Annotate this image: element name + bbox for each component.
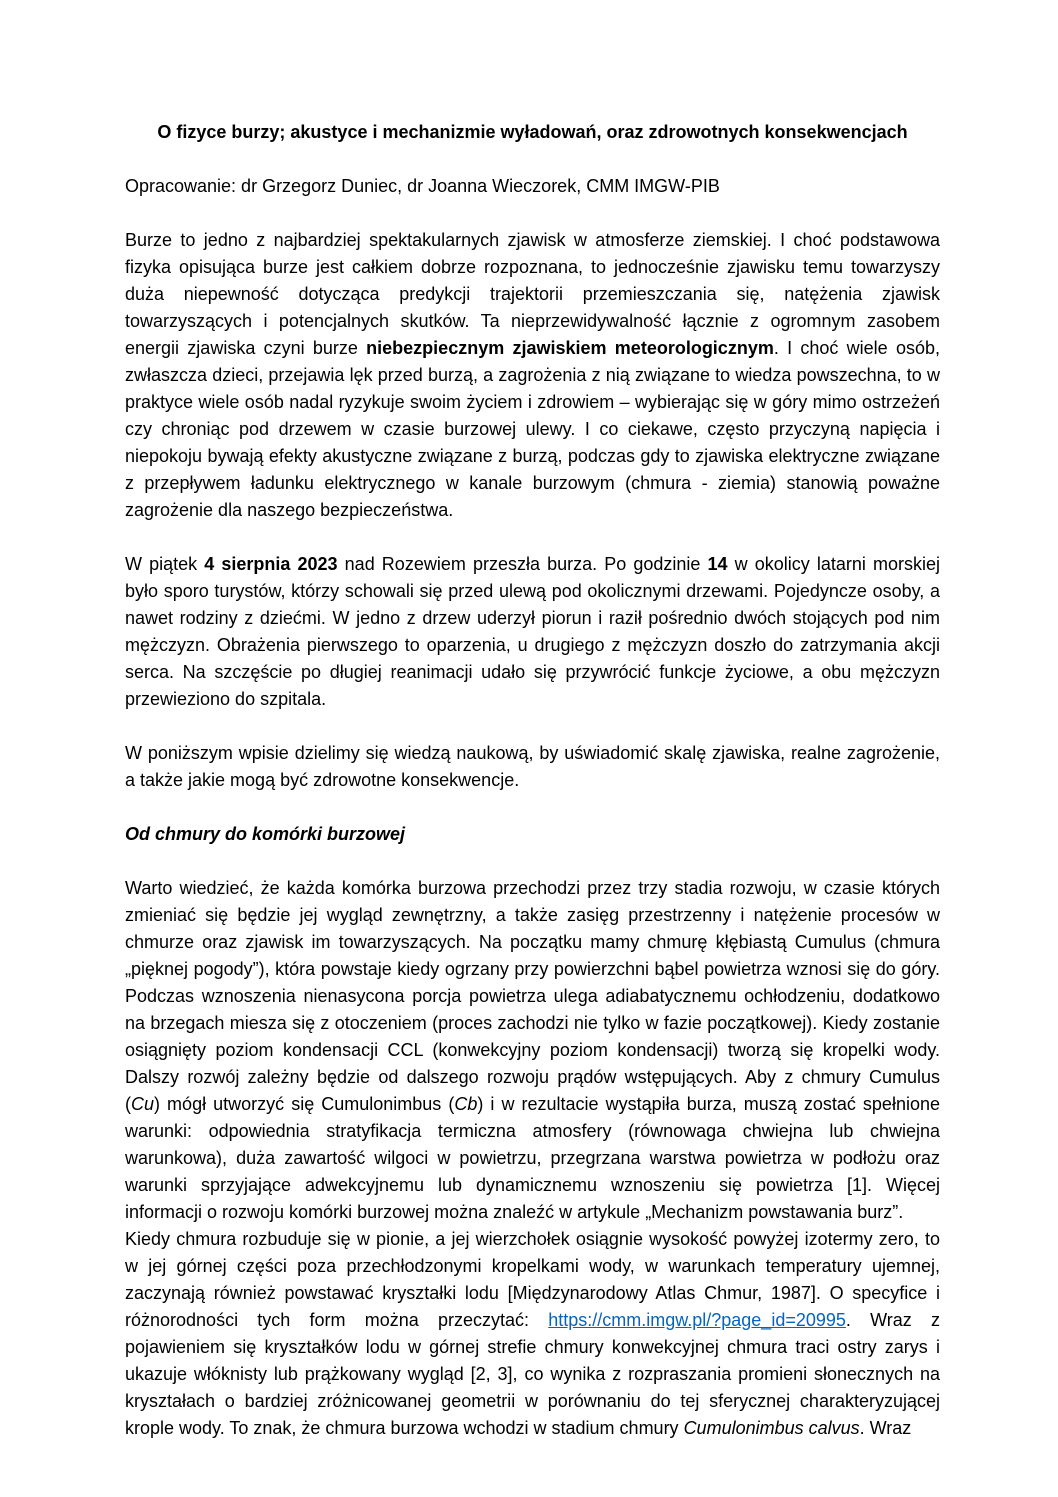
italic-cumulonimbus-calvus: Cumulonimbus calvus — [683, 1418, 860, 1438]
paragraph-storm-cell-development — [125, 875, 940, 1226]
text-run: Burze to jedno z najbardziej spektakularnych zjawisk w atmosferze ziemskiej. I choć podstawowa fizyka opisująca burze jest całkiem dobrze rozpoznana, to jednocześnie zjawisku temu towarzyszy duża niepewność dotycząca predykcji trajektorii przemieszczania się, natężenia zjawisk towarzyszących i potencjalnych skutków. Ta nieprzewidywalność łącznie z ogromnym zasobem energii zjawiska czyni burze — [125, 230, 940, 358]
bold-text-run: niebezpiecznym zjawiskiem meteorologicznym — [366, 338, 774, 358]
text-run: ) mógł utworzyć się Cumulonimbus ( — [154, 1094, 455, 1114]
section-heading-cloud-to-storm-cell: Od chmury do komórki burzowej — [125, 824, 406, 844]
text-run: Warto wiedzieć, że każda komórka burzowa przechodzi przez trzy stadia rozwoju, w czasie których zmieniać się będzie jej wygląd zewnętrzny, a także zasięg przestrzenny i natężenie procesów w chmurze oraz zjawisk im towarzyszących. Na początku mamy chmurę kłębiastą Cumulus (chmura „pięknej pogody”), która powstaje kiedy ogrzany przy powierzchni bąbel powietrza wznosi się do góry. Podczas wznoszenia nienasycona porcja powietrza ulega adiabatycznemu ochłodzeniu, dodatkowo na brzegach miesza się z otoczeniem (proces zachodzi nie tylko w fazie początkowej). Kiedy zostanie osiągnięty poziom kondensacji CCL (konwekcyjny poziom kondensacji) tworzą się kropelki wody. Dalszy rozwój zależny będzie od dalszego rozwoju prądów wstępujących. Aby z chmury Cumulus ( — [125, 878, 940, 1114]
document-title: O fizyce burzy; akustyce i mechanizmie wyładowań, oraz zdrowotnych konsekwencjach — [157, 122, 908, 142]
paragraph-purpose: W poniższym wpisie dzielimy się wiedzą naukową, by uświadomić skalę zjawiska, realne zagrożenie, a także jakie mogą być zdrowotne konsekwencje. — [125, 743, 940, 790]
bold-date-run: 4 sierpnia 2023 — [204, 554, 338, 574]
paragraph-intro — [125, 227, 940, 524]
text-run: . Wraz z pojawieniem się kryształków lodu w górnej strefie chmury konwekcyjnej chmura traci ostry zarys i ukazuje włóknisty lub prążkowany wygląd [2, 3], co wynika z rozpraszania promieni słonecznych na kryształach o bardziej zróżnicowanej geometrii w porównaniu do tej sferycznej charakteryzującej krople wody. To znak, że chmura burzowa wchodzi w stadium chmury — [125, 1310, 941, 1438]
byline: Opracowanie: dr Grzegorz Duniec, dr Joanna Wieczorek, CMM IMGW-PIB — [125, 176, 720, 196]
bold-hour-run: 14 — [707, 554, 728, 574]
text-run: ) i w rezultacie wystąpiła burza, muszą zostać spełnione warunki: odpowiednia stratyfikacja termiczna atmosfery (równowaga chwiejna lub chwiejna warunkowa), duża zawartość wilgoci w powietrzu, przegrzana warstwa powietrza w podłożu oraz warunki sprzyjające adwekcyjnemu lub dynamicznemu wznoszeniu się powietrza [1]. Więcej informacji o rozwoju komórki burzowej można znaleźć w artykule „Mechanizm powstawania burz”. — [125, 1094, 940, 1222]
paragraph-rozewie-incident — [125, 551, 940, 713]
text-run: W piątek — [125, 554, 205, 574]
text-run: . I choć wiele osób, zwłaszcza dzieci, przejawia lęk przed burzą, a zagrożenia z nią związane to wiedza powszechna, to w praktyce wiele osób nadal ryzykuje swoim życiem i zdrowiem – wybierając się w góry mimo ostrzeżeń czy chroniąc pod drzewem w czasie burzowej ulewy. I co ciekawe, często przyczyną napięcia i niepokoju bywają efekty akustyczne związane z burzą, podczas gdy to zjawiska elektryczne związane z przepływem ładunku elektrycznego w kanale burzowym (chmura - ziemia) stanowią poważne zagrożenie dla naszego bezpieczeństwa. — [125, 338, 940, 520]
text-run: Kiedy chmura rozbuduje się w pionie, a jej wierzchołek osiągnie wysokość powyżej izotermy zero, to w jej górnej części poza przechłodzonymi kropelkami wody, w warunkach temperatury ujemnej, zaczynają również powstawać kryształki lodu [Międzynarodowy Atlas Chmur, 1987]. O specyfice i różnorodności tych form można przeczytać: — [125, 1229, 940, 1330]
paragraph-ice-crystals — [125, 1226, 940, 1442]
italic-cu-abbrev: Cu — [131, 1094, 155, 1114]
text-run: w okolicy latarni morskiej było sporo turystów, którzy schowali się przed ulewą pod okolicznymi drzewami. Pojedyncze osoby, a nawet rodziny z dziećmi. W jedno z drzew uderzył piorun i raził pośrednio dwóch stojących pod nim mężczyzn. Obrażenia pierwszego to oparzenia, u drugiego z mężczyzn doszło do zatrzymania akcji serca. Na szczęście po długiej reanimacji udało się przywrócić funkcje życiowe, a obu mężczyzn przewieziono do szpitala. — [125, 554, 941, 709]
text-run: . Wraz — [859, 1418, 912, 1438]
text-run: nad Rozewiem przeszła burza. Po godzinie — [337, 554, 708, 574]
italic-cb-abbrev: Cb — [454, 1094, 478, 1114]
cmm-imgw-hyperlink[interactable]: https://cmm.imgw.pl/?page_id=20995 — [548, 1310, 846, 1330]
